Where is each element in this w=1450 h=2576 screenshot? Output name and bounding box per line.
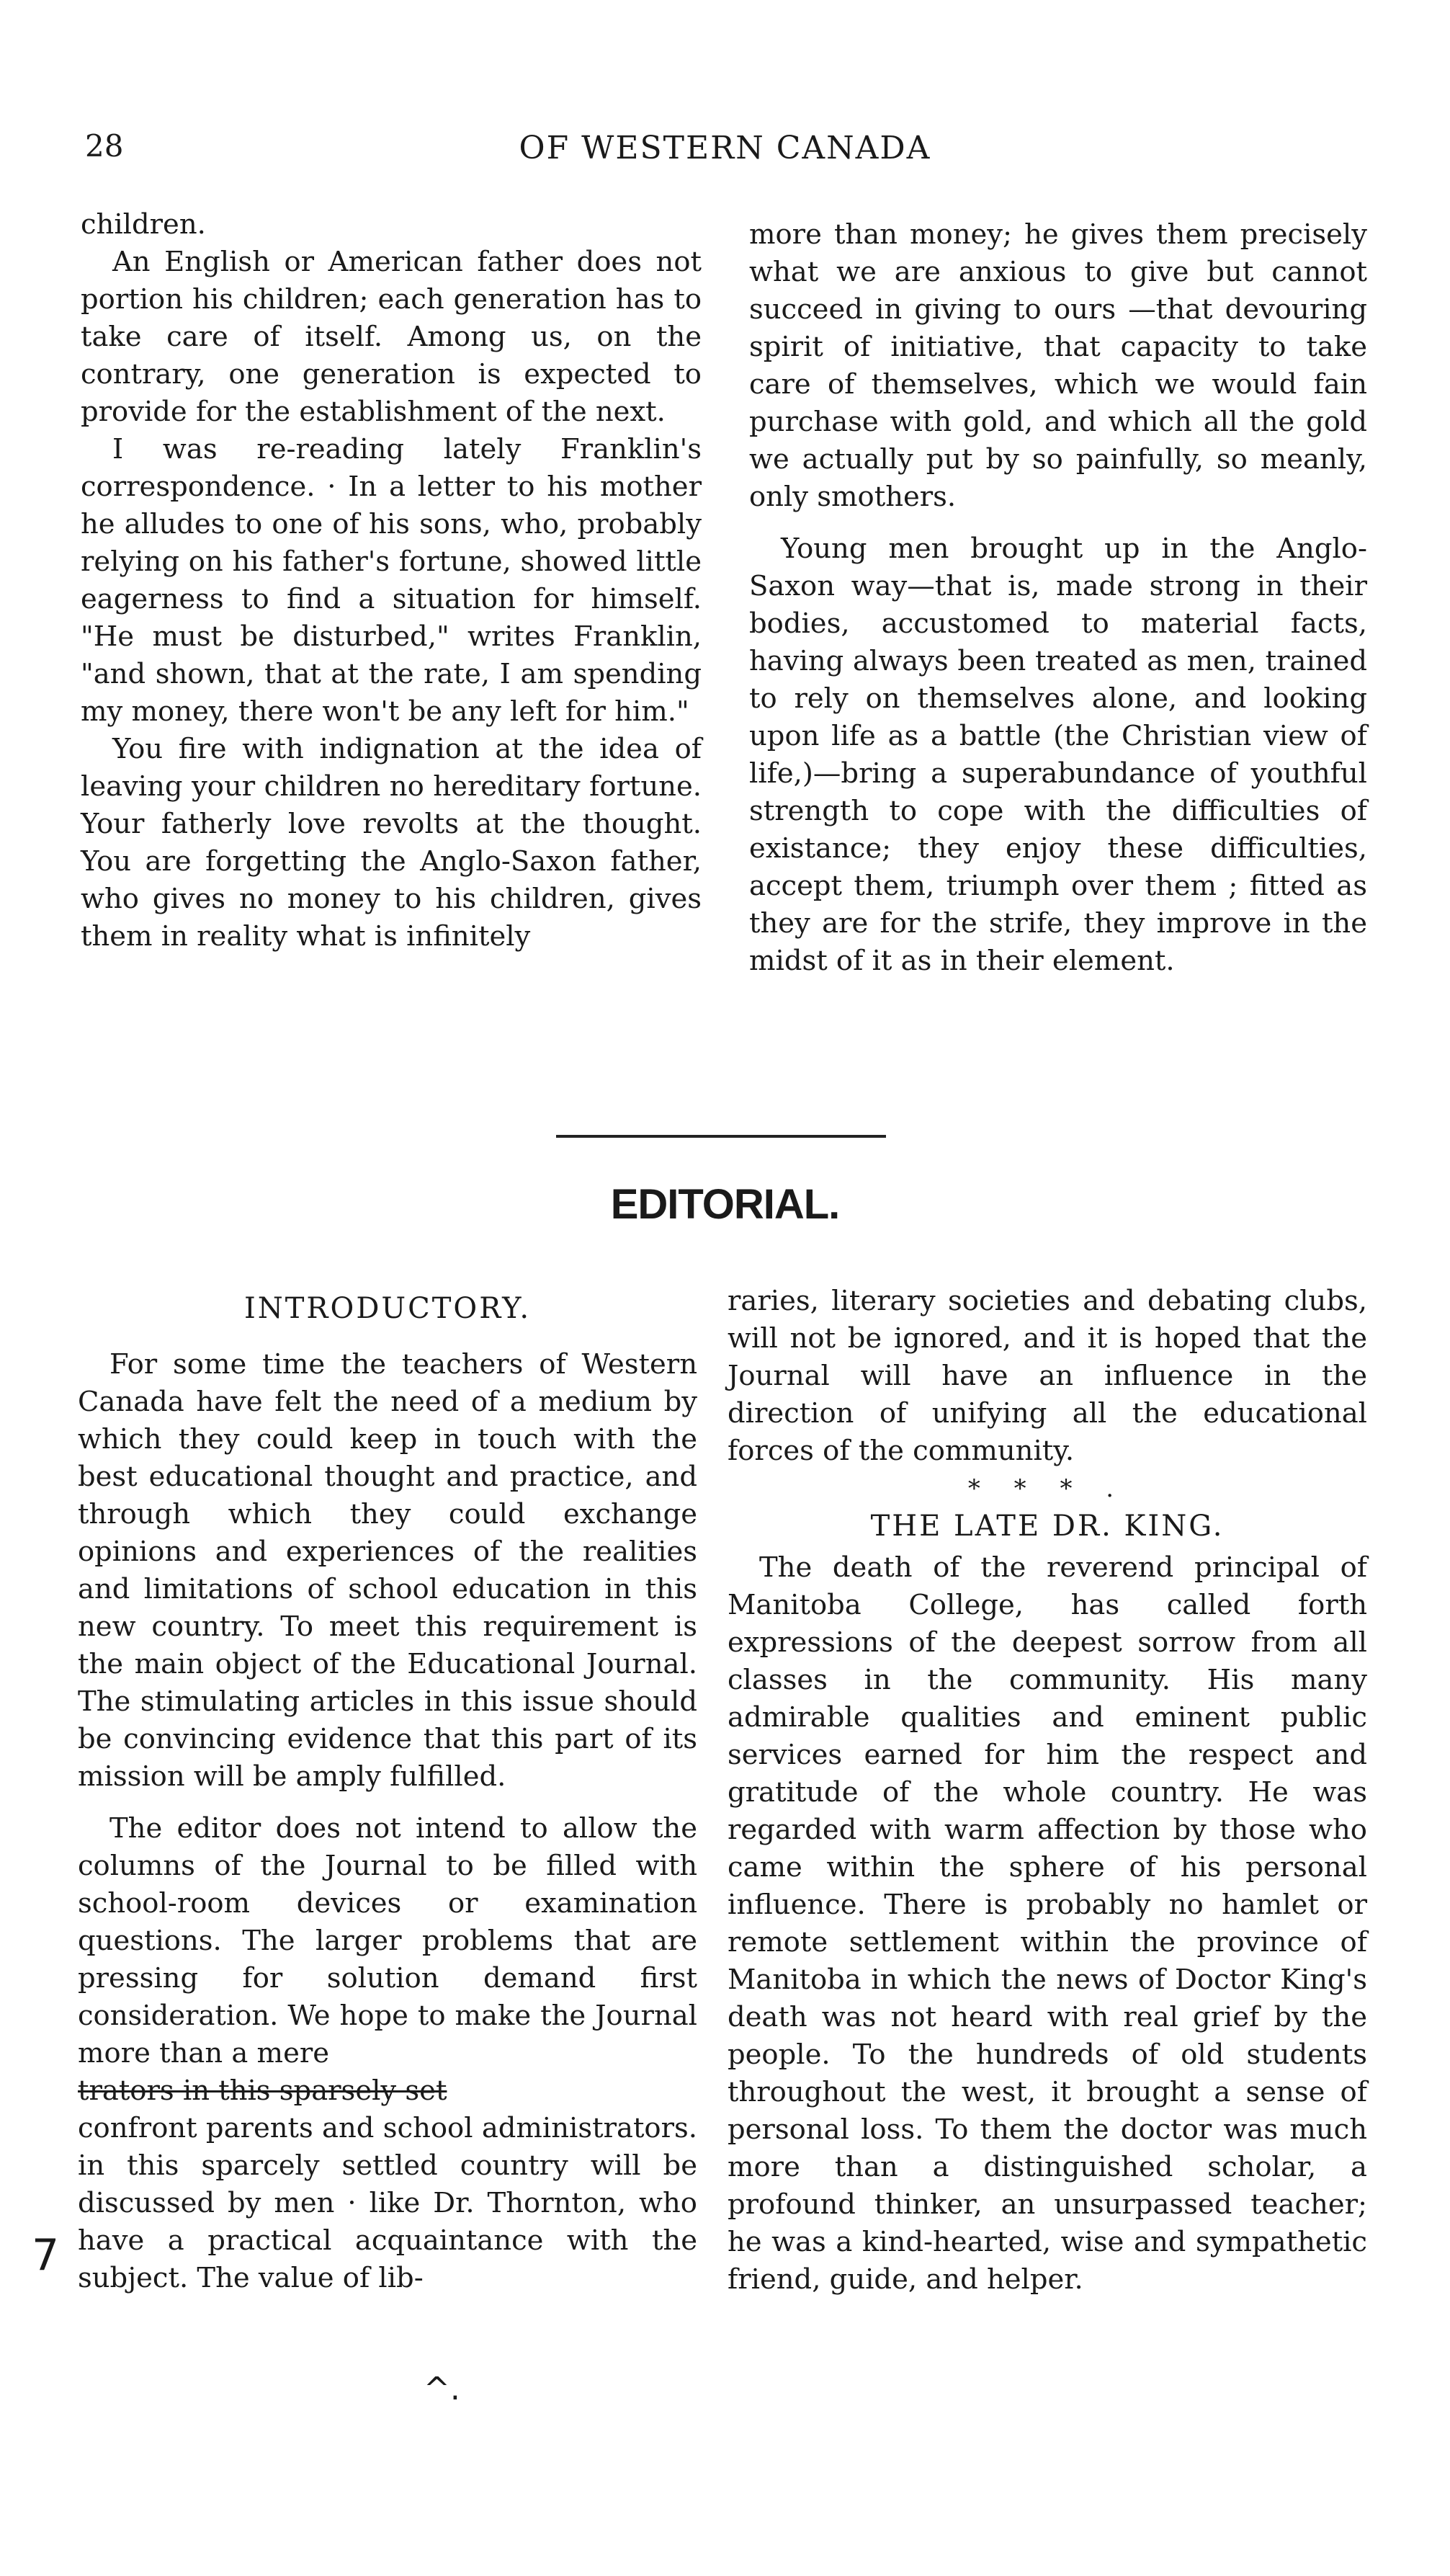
late-dr-king-heading: THE LATE DR. KING. <box>870 1510 1225 1543</box>
section-divider <box>556 1135 886 1138</box>
paragraph: The editor does not intend to allow the columns of the Journal to be filled with school-room devices or examination questions. The larger problems that are pressing for solution demand first consideration. We hope to make the Journal more than a mere <box>78 1812 697 2069</box>
paragraph: The death of the reverend principal of Manitoba College, has called forth expressions of the deepest sorrow from all classes in the community. His many admirable qualities and eminent public services earned for him the respect and gratitude of the whole country. He was regarded with warm affection by those who came within the sphere of his personal influence. There is probably no hamlet or remote settlement within the province of Manitoba in which the news of Doctor King's death was not heard with real grief by the people. To the hundreds of old students throughout the west, it brought a sense of personal loss. To them the doctor was much more than a distinguished scholar, a profound thinker, an unsurpassed teacher; he was a kind-hearted, wise and sympathetic friend, guide, and helper. <box>728 1551 1367 2296</box>
paragraph: raries, literary societies and debating clubs, will not be ignored, and it is hoped that the Journal will have an influence in the direction of unifying all the educational forces of the community. <box>728 1285 1367 1467</box>
editorial-heading: EDITORIAL. <box>610 1181 840 1228</box>
paragraph: An English or American father does not portion his children; each generation has to take care of itself. Among us, on the contrary, one generation is expected to provide for the establishment of the next. <box>81 246 702 428</box>
editorial-column-left <box>78 1290 697 2297</box>
paragraph: You fire with indignation at the idea of leaving your children no hereditary fortune. Your fatherly love revolts at the thought. You are forgetting the Anglo-Saxon father, who gives no money to his children, gives them in reality what is infinitely <box>81 733 702 953</box>
editorial-column-right <box>728 1283 1367 2299</box>
page-number: 28 <box>85 128 124 164</box>
paragraph: children. <box>81 208 206 241</box>
margin-arrow-mark: 7 <box>32 2230 60 2281</box>
paragraph: I was re-reading lately Franklin's correspondence. · In a letter to his mother he alludes to one of his sons, who, probably relying on his father's fortune, showed little eagerness to find a situation for himself. "He must be disturbed," writes Franklin, "and shown, that at the rate, I am spending my money, there won't be any left for him." <box>81 433 702 728</box>
introductory-heading: INTRODUCTORY. <box>243 1292 532 1325</box>
top-column-left <box>81 206 702 955</box>
struck-through-line: trators in this sparsely set <box>78 2074 447 2107</box>
paragraph: confront parents and school administrators. in this sparcely settled country will be discussed by men · like Dr. Thornton, who have a practical acquaintance with the subject. The value of lib- <box>78 2112 697 2294</box>
paragraph: more than money; he gives them precisely what we are anxious to give but cannot succeed in giving to ours —that devouring spirit of initiative, that capacity to take care of themselves, which we would fain purchase with gold, and which all the gold we actually put by so painfully, so meanly, only smothers. <box>749 218 1367 513</box>
top-column-right <box>749 216 1367 980</box>
caret-mark: ^. <box>424 2371 460 2407</box>
paragraph: Young men brought up in the Anglo-Saxon way—that is, made strong in their bodies, accustomed to material facts, having always been treated as men, trained to rely on themselves alone, and looking upon life as a battle (the Christian view of life,)—bring a superabundance of youthful strength to cope with the difficulties of existance; they enjoy these difficulties, accept them, triumph over them ; fitted as they are for the strife, they improve in the midst of it as in their element. <box>749 532 1367 977</box>
separator-dots: * * * . <box>967 1474 1127 1503</box>
paragraph: For some time the teachers of Western Canada have felt the need of a medium by which they could keep in touch with the best educational thought and practice, and through which they could exchange opinions and experiences of the realities and limitations of school education in this new country. To meet this requirement is the main object of the Educational Journal. The stimulating articles in this issue should be convincing evidence that this part of its mission will be amply fulfilled. <box>78 1348 697 1793</box>
running-title: OF WESTERN CANADA <box>519 130 931 166</box>
